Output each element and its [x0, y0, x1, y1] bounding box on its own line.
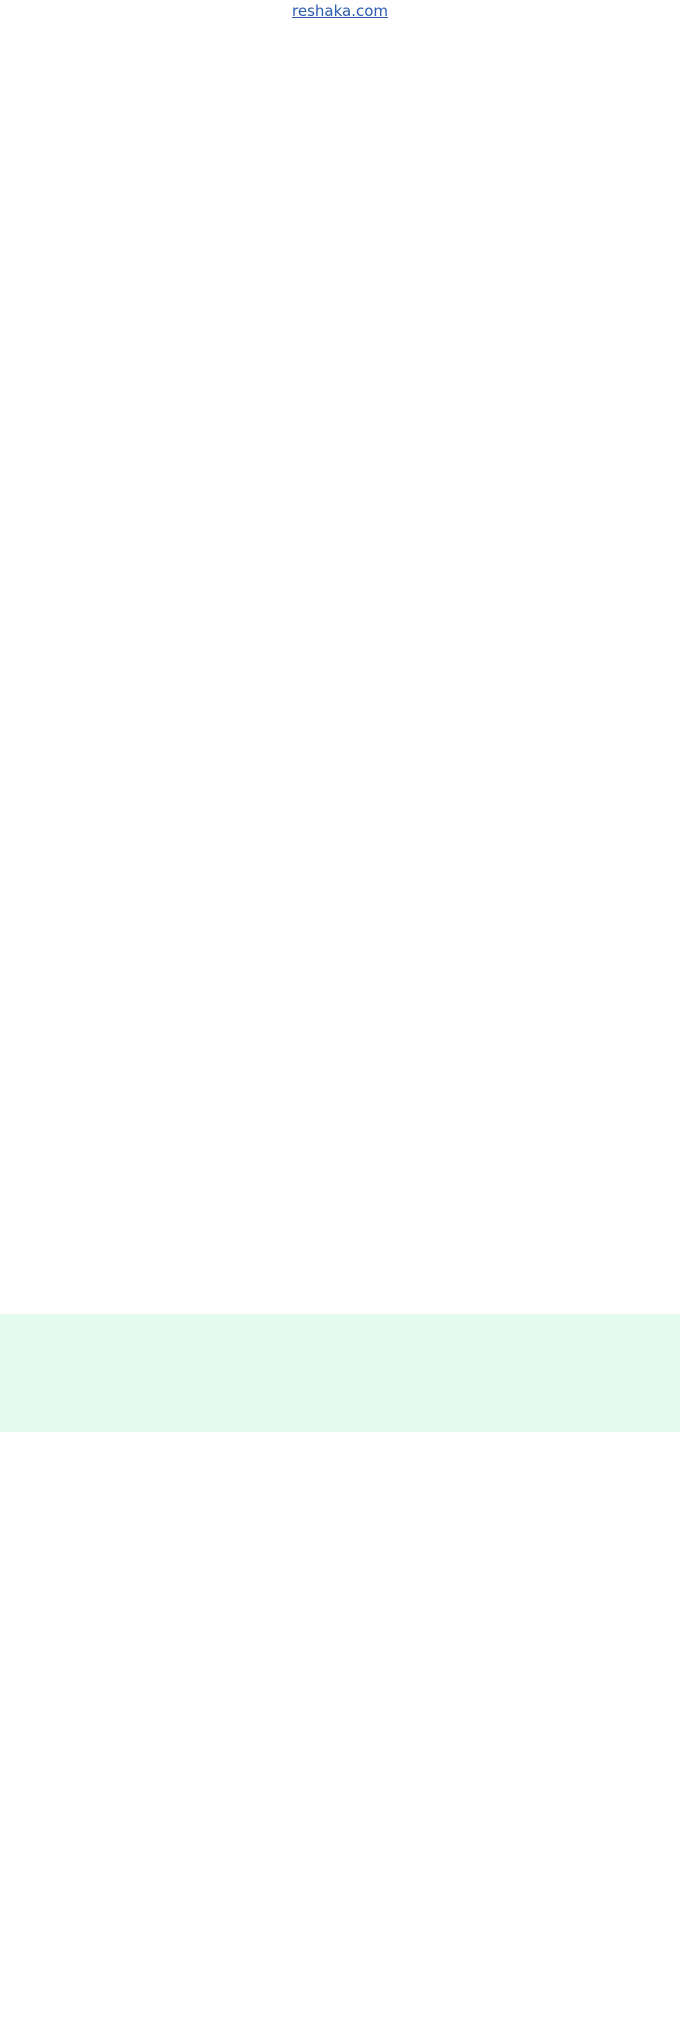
site-link[interactable]: reshaka.com	[292, 2, 388, 20]
summary-block	[0, 1314, 680, 1432]
